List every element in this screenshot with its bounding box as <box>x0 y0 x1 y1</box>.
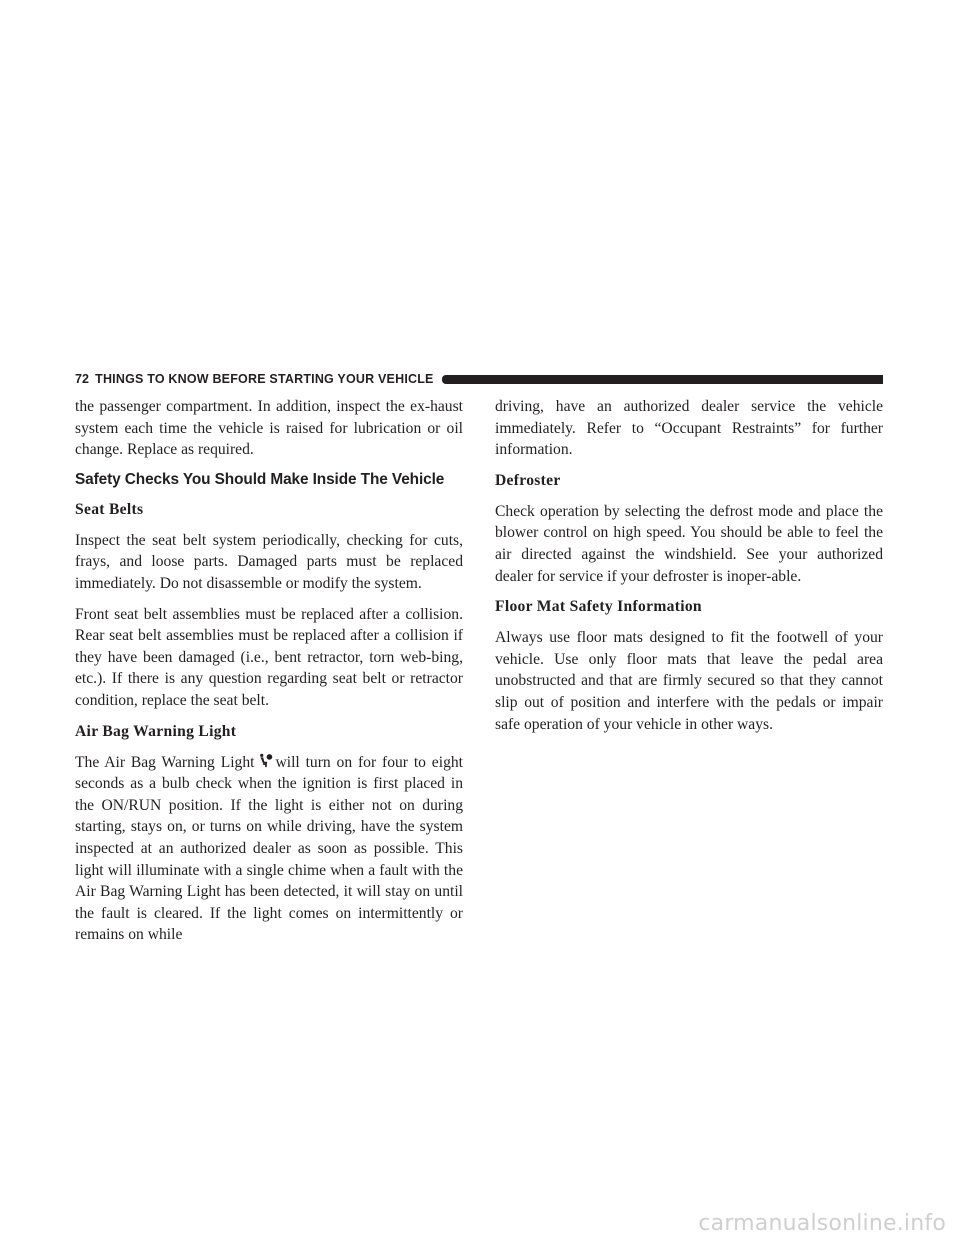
watermark: carmanualsonline.info <box>698 1211 946 1236</box>
floor-mat-heading: Floor Mat Safety Information <box>495 598 702 616</box>
air-bag-text-before-icon: The Air Bag Warning Light <box>75 753 255 771</box>
right-column <box>495 396 883 744</box>
airbag-warning-icon <box>258 753 273 768</box>
running-title: THINGS TO KNOW BEFORE STARTING YOUR VEHICLE <box>95 372 434 386</box>
air-bag-paragraph <box>75 752 463 946</box>
air-bag-heading: Air Bag Warning Light <box>75 722 237 740</box>
section-heading: Safety Checks You Should Make Inside The Vehicle <box>75 470 445 488</box>
header-rule <box>442 375 883 384</box>
seat-belts-heading: Seat Belts <box>75 500 144 518</box>
floor-mat-paragraph: Always use floor mats designed to fit the footwell of your vehicle. Use only floor mats that leave the pedal area unobstructed and that are firmly secured so that they cannot slip out of position and interfere with the pedals or impair safe operation of your vehicle in other ways. <box>495 629 883 733</box>
seat-belts-paragraph-2: Front seat belt assemblies must be replaced after a collision. Rear seat belt assemblies must be replaced after a collision if they have been damaged (i.e., bent retractor, torn web-bing, etc.). If there is any question regarding seat belt or retractor condition, replace the seat belt. <box>75 605 463 709</box>
intro-paragraph: the passenger compartment. In addition, inspect the ex-haust system each time the vehicle is raised for lubrication or oil change. Replace as required. <box>75 398 463 459</box>
continued-paragraph: driving, have an authorized dealer service the vehicle immediately. Refer to “Occupant Restraints” for further information. <box>495 398 883 459</box>
defroster-paragraph: Check operation by selecting the defrost mode and place the blower control on high speed. You should be able to feel the air directed against the windshield. See your authorized dealer for service if your defroster is inoper-able. <box>495 502 883 585</box>
air-bag-text-after-icon: will turn on for four to eight seconds as a bulb check when the ignition is first placed in the ON/RUN position. If the light is either not on during starting, stays on, or turns on while driving, have the system inspected at an authorized dealer as soon as possible. This light will illuminate with a single chime when a fault with the Air Bag Warning Light has been detected, it will stay on until the fault is cleared. If the light comes on intermittently or remains on while <box>75 753 463 944</box>
defroster-heading: Defroster <box>495 471 561 489</box>
page-header <box>75 371 883 387</box>
seat-belts-paragraph-1: Inspect the seat belt system periodically, checking for cuts, frays, and loose parts. Damaged parts must be replaced immediately. Do not disassemble or modify the system. <box>75 531 463 592</box>
left-column <box>75 396 463 955</box>
page-number: 72 <box>75 372 90 386</box>
